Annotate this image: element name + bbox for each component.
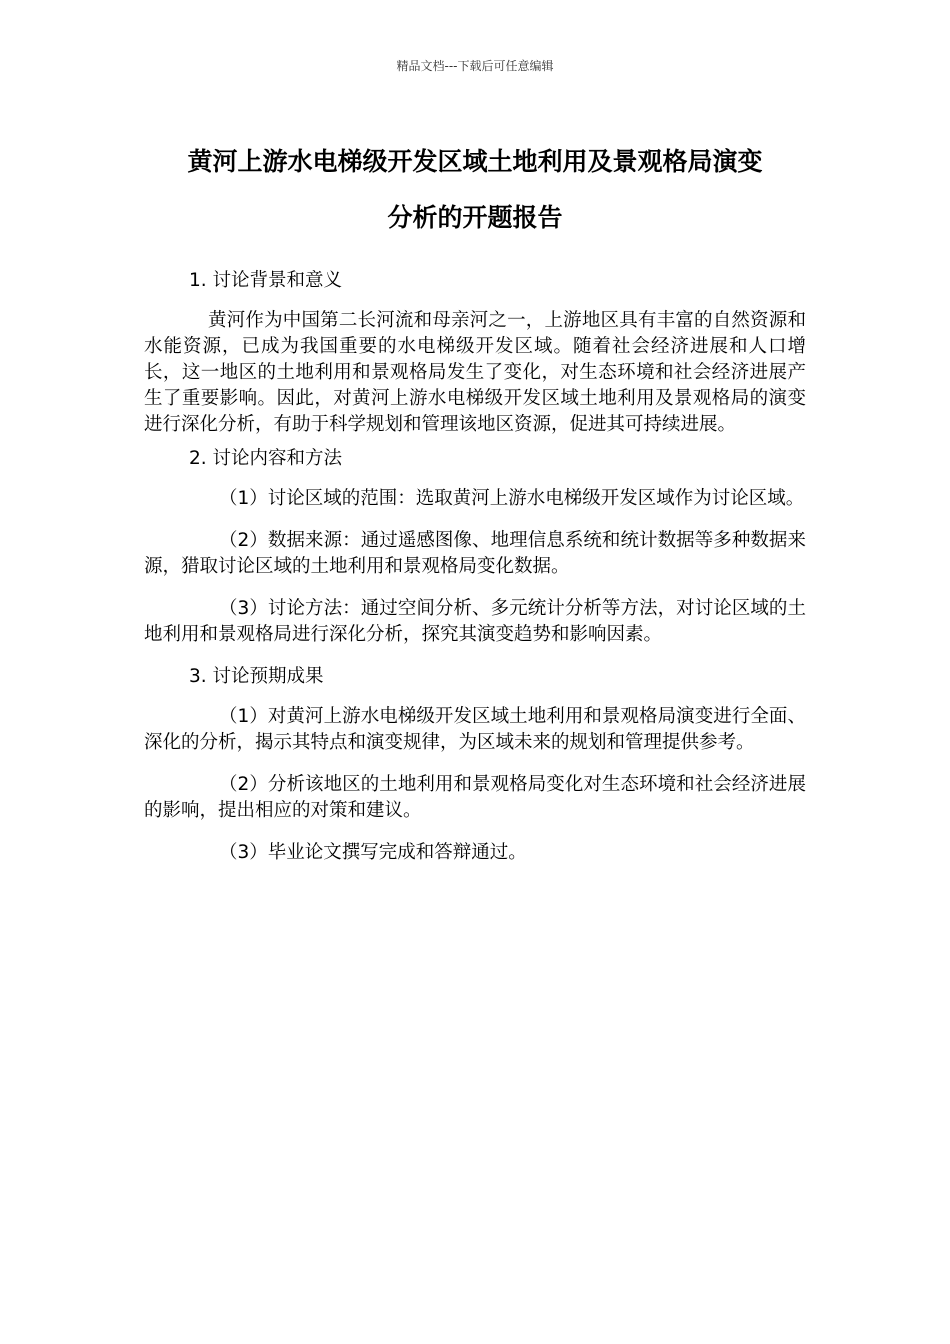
section-1-heading: 1. 讨论背景和意义 — [189, 270, 343, 291]
section-2-item-1: （1）讨论区域的范围：选取黄河上游水电梯级开发区域作为讨论区域。 — [219, 488, 805, 509]
section-2-item-3: （3）讨论方法：通过空间分析、多元统计分析等方法，对讨论区域的土地利用和景观格局进行深化分析，探究其演变趋势和影响因素。 — [144, 598, 806, 645]
section-3-item-1: （1）对黄河上游水电梯级开发区域土地利用和景观格局演变进行全面、深化的分析，揭示其特点和演变规律，为区域未来的规划和管理提供参考。 — [144, 706, 806, 753]
page-header: 精品文档---下载后可任意编辑 — [396, 59, 554, 73]
title-line-2: 分析的开题报告 — [387, 203, 563, 232]
section-2-heading: 2. 讨论内容和方法 — [189, 448, 343, 469]
section-3-item-2: （2）分析该地区的土地利用和景观格局变化对生态环境和社会经济进展的影响，提出相应的对策和建议。 — [144, 774, 806, 821]
section-3-item-3: （3）毕业论文撰写完成和答辩通过。 — [219, 842, 527, 863]
document-title — [100, 134, 850, 246]
section-2-item-2: （2）数据来源：通过遥感图像、地理信息系统和统计数据等多种数据来源，猎取讨论区域的土地利用和景观格局变化数据。 — [144, 530, 806, 577]
section-1-paragraph: 黄河作为中国第二长河流和母亲河之一，上游地区具有丰富的自然资源和水能资源，已成为我国重要的水电梯级开发区域。随着社会经济进展和人口增长，这一地区的土地利用和景观格局发生了变化，对生态环境和社会经济进展产生了重要影响。因此，对黄河上游水电梯级开发区域土地利用及景观格局的演变进行深化分析，有助于科学规划和管理该地区资源，促进其可持续进展。 — [144, 310, 806, 435]
document-body — [144, 268, 806, 882]
section-3-heading: 3. 讨论预期成果 — [189, 666, 324, 687]
title-line-1: 黄河上游水电梯级开发区域土地利用及景观格局演变 — [187, 147, 763, 176]
